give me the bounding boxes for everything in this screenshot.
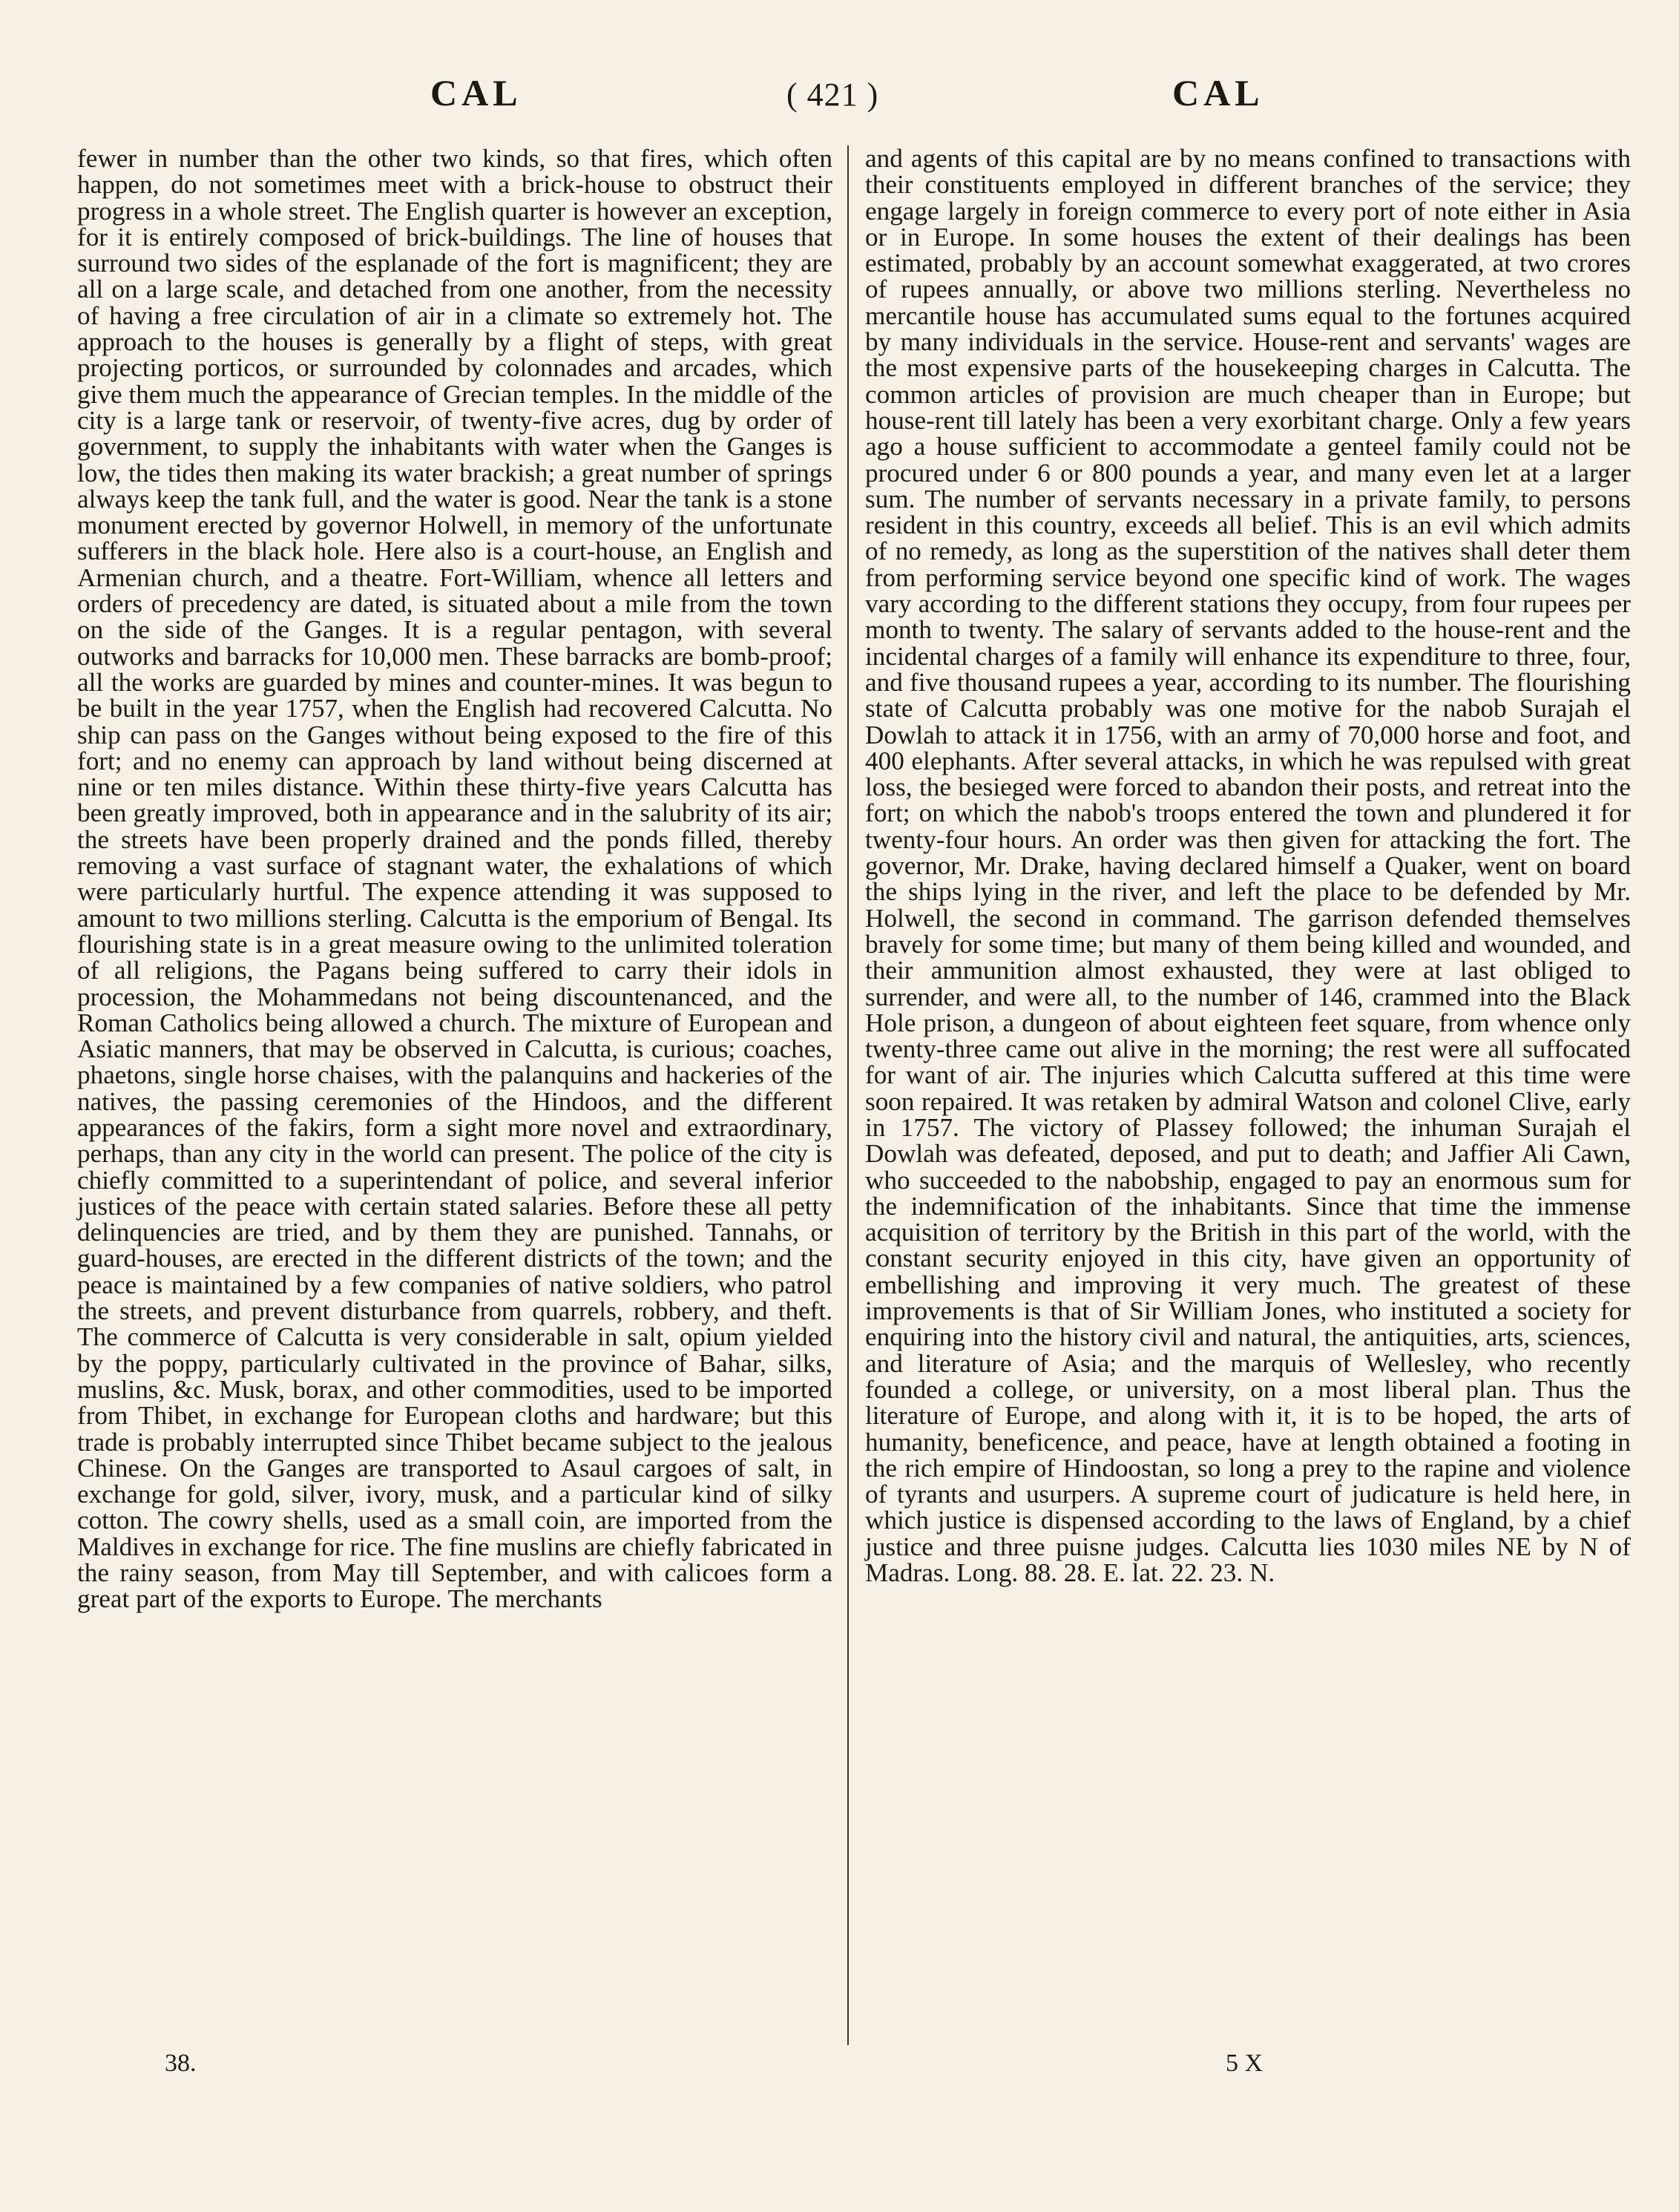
signature-mark-right: 5 X: [1226, 2049, 1264, 2077]
running-header: [0, 71, 1679, 123]
page-number: ( 421 ): [786, 76, 879, 113]
left-column: [77, 145, 832, 1612]
right-column: [865, 145, 1631, 1586]
column-divider: [847, 145, 849, 2045]
header-right-word: CAL: [1172, 72, 1264, 114]
signature-mark-left: 38.: [165, 2049, 197, 2077]
right-column-text: and agents of this capital are by no means confined to transactions with their constituents employed in different branches of the service; they engage largely in foreign commerce to every port of note either in Asia or in Europe. In some houses the extent of their dealings has been estimated, probably by an account somewhat exaggerated, at two crores of rupees annually, or above two millions sterling. Nevertheless no mercantile house has accumulated sums equal to the fortunes acquired by many individuals in the service. House-rent and servants' wages are the most expensive parts of the housekeeping charges in Calcutta. The common articles of provision are much cheaper than in Europe; but house-rent till lately has been a very exorbitant charge. Only a few years ago a house sufficient to accommodate a genteel family could not be procured under 6 or 800 pounds a year, and many even let at a larger sum. The number of servants necessary in a private family, to persons resident in this country, exceeds all belief. This is an evil which admits of no remedy, as long as the superstition of the natives shall deter them from performing service beyond one specific kind of work. The wages vary according to the different stations they occupy, from four rupees per month to twenty. The salary of servants added to the house-rent and the incidental charges of a family will enhance its expenditure to three, four, and five thousand rupees a year, according to its number. The flourishing state of Calcutta probably was one motive for the nabob Surajah el Dowlah to attack it in 1756, with an army of 70,000 horse and foot, and 400 elephants. After several attacks, in which he was repulsed with great loss, the besieged were forced to abandon their posts, and retreat into the fort; on which the nabob's troops entered the town and plundered it for twenty-four hours. An order was then given for attacking the fort. The governor, Mr. Drake, having declared himself a Quaker, went on board the ships lying in the river, and left the place to be defended by Mr. Holwell, the second in command. The garrison defended themselves bravely for some time; but many of them being killed and wounded, and their ammunition almost exhausted, they were at last obliged to surrender, and were all, to the number of 146, crammed into the Black Hole prison, a dungeon of about eighteen feet square, from whence only twenty-three came out alive in the morning; the rest were all suffocated for want of air. The injuries which Calcutta suffered at this time were soon repaired. It was retaken by admiral Watson and colonel Clive, early in 1757. The victory of Plassey followed; the inhuman Surajah el Dowlah was defeated, deposed, and put to death; and Jaffier Ali Cawn, who succeeded to the nabobship, engaged to pay an enormous sum for the indemnification of the inhabitants. Since that time the immense acquisition of territory by the British in this part of the world, with the constant security enjoyed in this city, have given an opportunity of embellishing and improving it very much. The greatest of these improvements is that of Sir William Jones, who instituted a society for enquiring into the history civil and natural, the antiquities, arts, sciences, and literature of Asia; and the marquis of Wellesley, who recently founded a college, or university, on a most liberal plan. Thus the literature of Europe, and along with it, it is to be hoped, the arts of humanity, beneficence, and peace, have at length obtained a footing in the rich empire of Hindoostan, so long a prey to the rapine and violence of tyrants and usurpers. A supreme court of judicature is held here, in which justice is dispensed according to the laws of England, by a chief justice and three puisne judges. Calcutta lies 1030 miles NE by N of Madras. Long. 88. 28. E. lat. 22. 23. N.: [865, 144, 1631, 1588]
header-left-word: CAL: [430, 72, 522, 114]
left-column-text: fewer in number than the other two kinds, so that fires, which often happen, do not sometimes meet with a brick-house to obstruct their progress in a whole street. The English quarter is however an exception, for it is entirely composed of brick-buildings. The line of houses that surround two sides of the esplanade of the fort is magnificent; they are all on a large scale, and detached from one another, from the necessity of having a free circulation of air in a climate so extremely hot. The approach to the houses is generally by a flight of steps, with great projecting porticos, or surrounded by colonnades and arcades, which give them much the appearance of Grecian temples. In the middle of the city is a large tank or reservoir, of twenty-five acres, dug by order of government, to supply the inhabitants with water when the Ganges is low, the tides then making its water brackish; a great number of springs always keep the tank full, and the water is good. Near the tank is a stone monument erected by governor Holwell, in memory of the unfortunate sufferers in the black hole. Here also is a court-house, an English and Armenian church, and a theatre. Fort-William, whence all letters and orders of precedency are dated, is situated about a mile from the town on the side of the Ganges. It is a regular pentagon, with several outworks and barracks for 10,000 men. These barracks are bomb-proof; all the works are guarded by mines and counter-mines. It was begun to be built in the year 1757, when the English had recovered Calcutta. No ship can pass on the Ganges without being exposed to the fire of this fort; and no enemy can approach by land without being discerned at nine or ten miles distance. Within these thirty-five years Calcutta has been greatly improved, both in appearance and in the salubrity of its air; the streets have been properly drained and the ponds filled, thereby removing a vast surface of stagnant water, the exhalations of which were particularly hurtful. The expence attending it was supposed to amount to two millions sterling. Calcutta is the emporium of Bengal. Its flourishing state is in a great measure owing to the unlimited toleration of all religions, the Pagans being suffered to carry their idols in procession, the Mohammedans not being discountenanced, and the Roman Catholics being allowed a church. The mixture of European and Asiatic manners, that may be observed in Calcutta, is curious; coaches, phaetons, single horse chaises, with the palanquins and hackeries of the natives, the passing ceremonies of the Hindoos, and the different appearances of the fakirs, form a sight more novel and extraordinary, perhaps, than any city in the world can present. The police of the city is chiefly committed to a superintendant of police, and several inferior justices of the peace with certain stated salaries. Before these all petty delinquencies are tried, and by them they are punished. Tannahs, or guard-houses, are erected in the different districts of the town; and the peace is maintained by a few companies of native soldiers, who patrol the streets, and prevent disturbance from quarrels, robbery, and theft. The commerce of Calcutta is very considerable in salt, opium yielded by the poppy, particularly cultivated in the province of Bahar, silks, muslins, &c. Musk, borax, and other commodities, used to be imported from Thibet, in exchange for European cloths and hardware; but this trade is probably interrupted since Thibet became subject to the jealous Chinese. On the Ganges are transported to Asaul cargoes of salt, in exchange for gold, silver, ivory, musk, and a particular kind of silky cotton. The cowry shells, used as a small coin, are imported from the Maldives in exchange for rice. The fine muslins are chiefly fabricated in the rainy season, from May till September, and with calicoes form a great part of the exports to Europe. The merchants: [77, 144, 832, 1614]
